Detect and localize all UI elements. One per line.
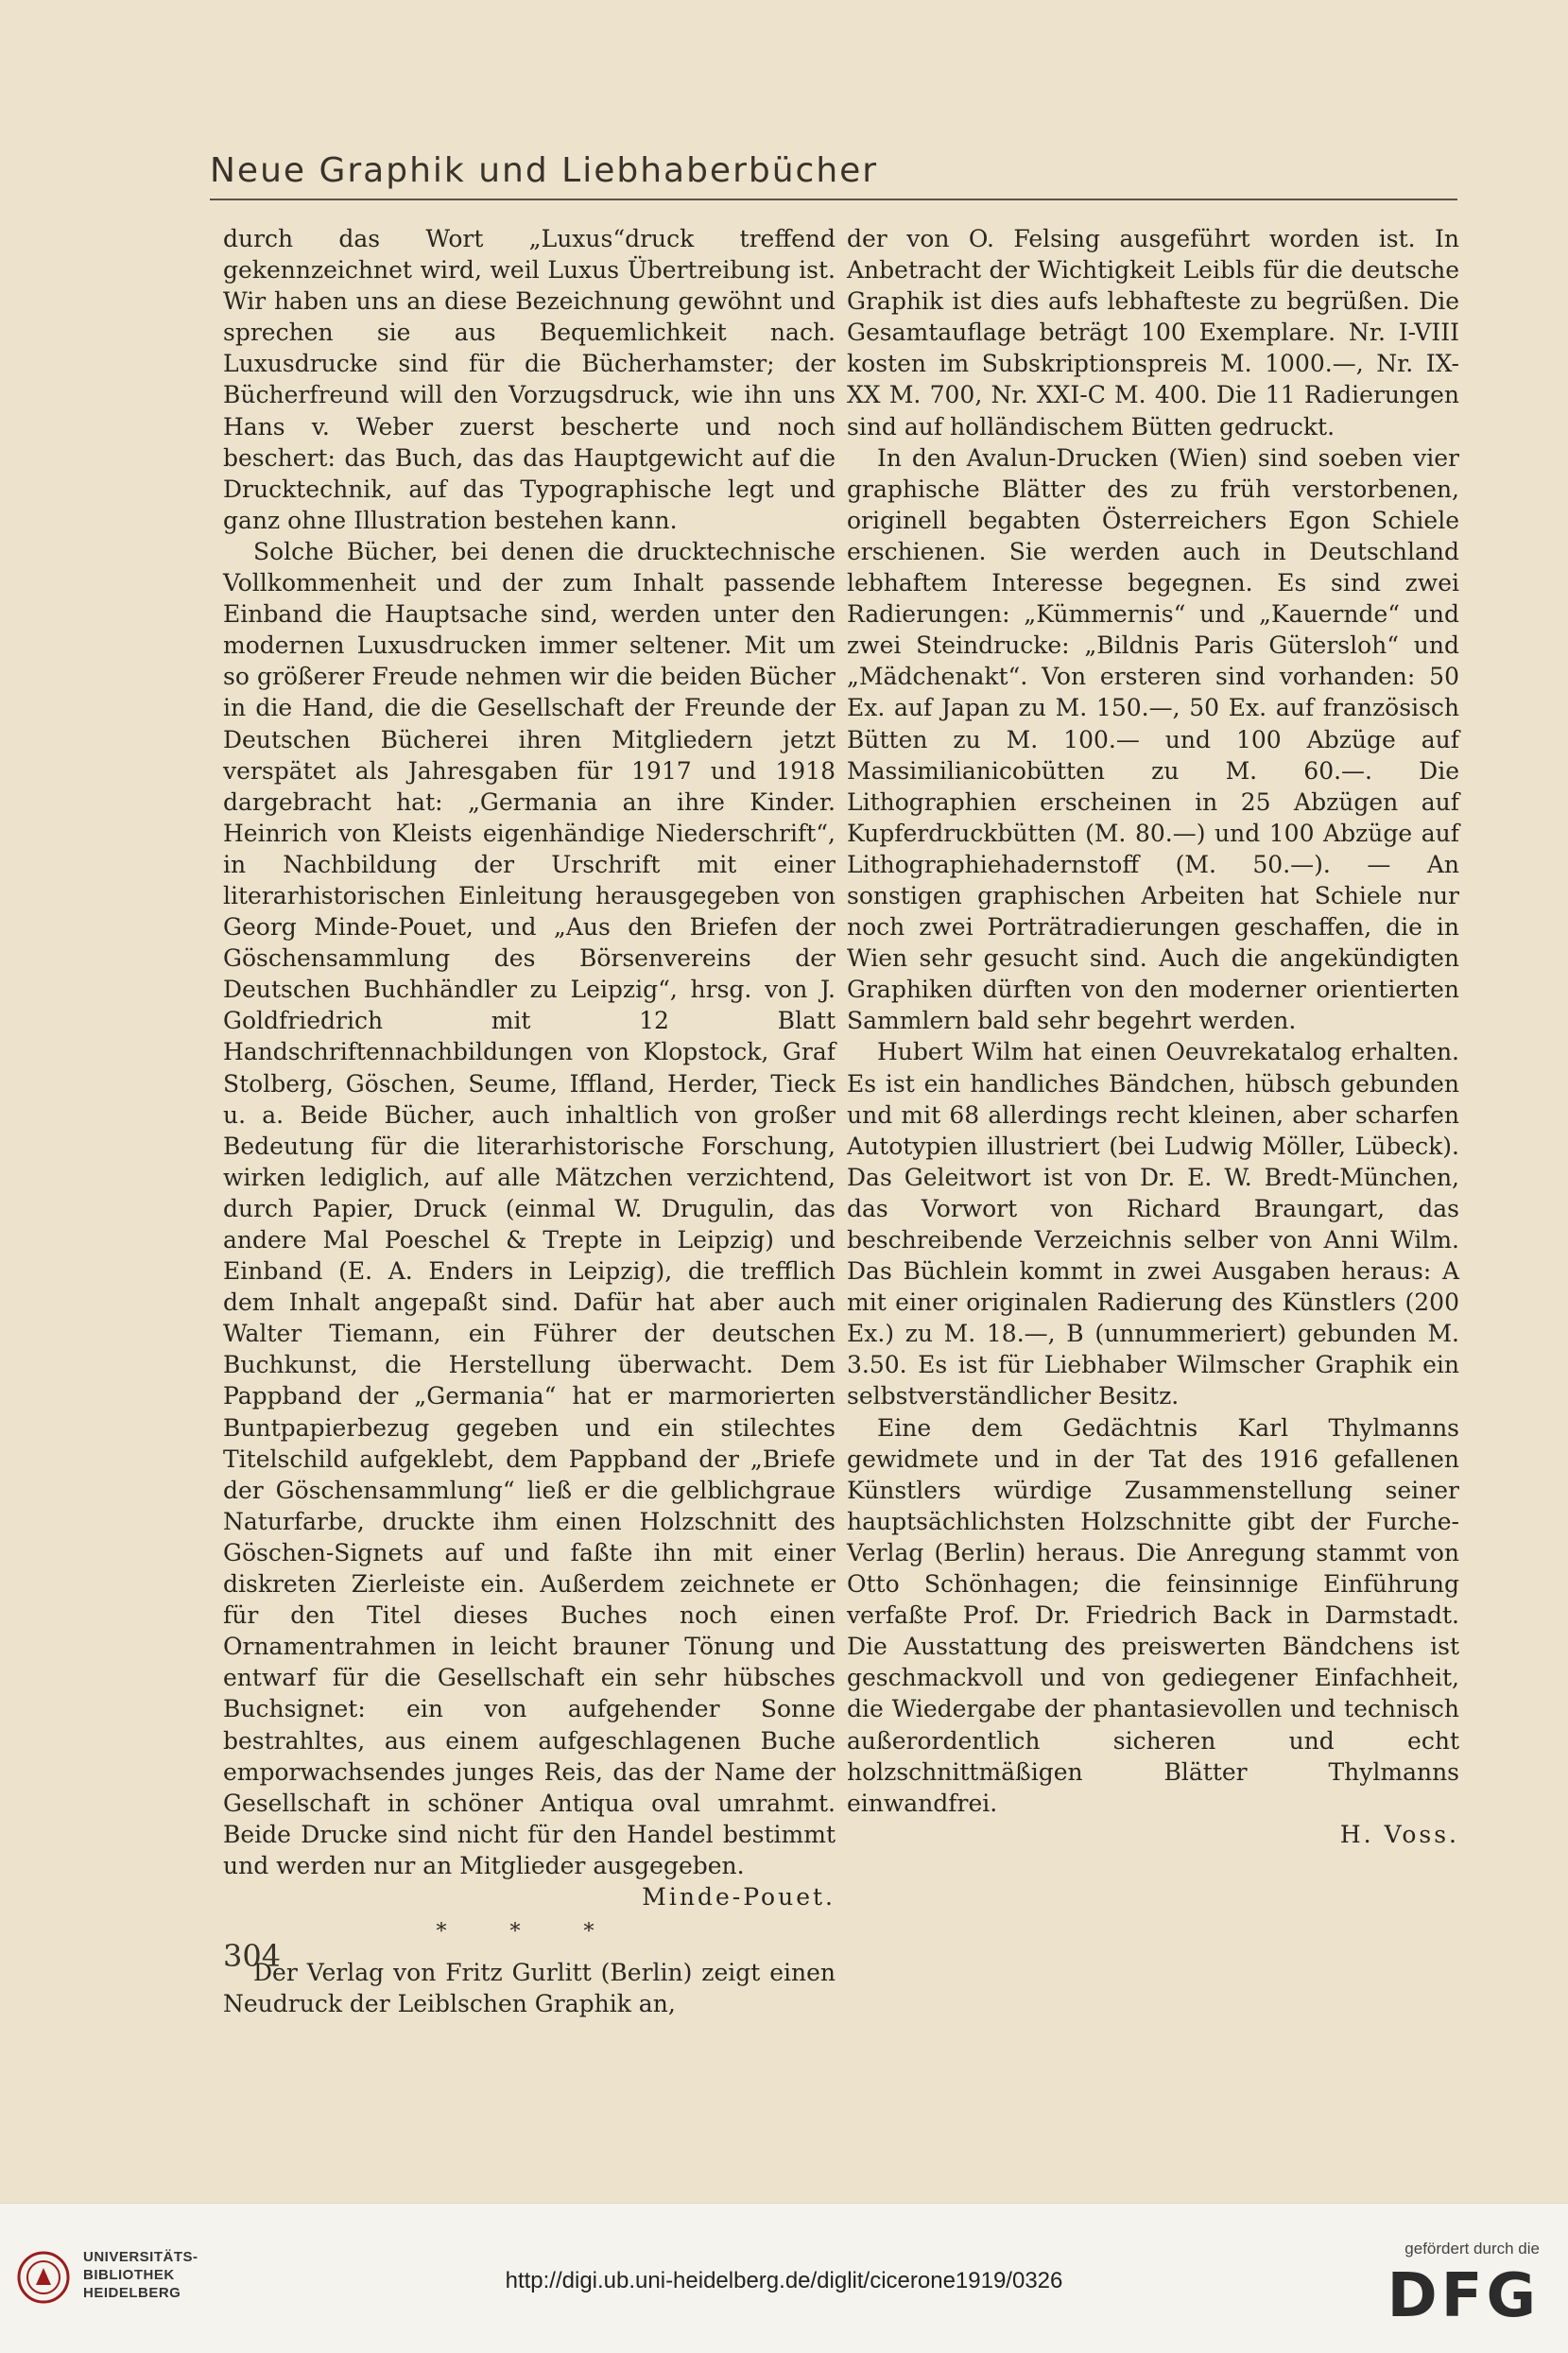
paragraph: Eine dem Gedächtnis Karl Thylmanns gewidmete und in der Tat des 1916 gefallenen Künstlers würdige Zusammenstellung seiner hauptsächlichsten Holzschnitte gibt der Furche-Verlag (Berlin) heraus. Die Anregung stammt von Otto Schönhagen; die feinsinnige Einführung verfaßte Prof. Dr. Friedrich Back in Darmstadt. Die Ausstattung des preiswerten Bändchens ist geschmackvoll und von gediegener Einfachheit, die Wiedergabe der phantasievollen und technisch außerordentlich sicheren und echt holzschnittmäßigen Blätter Thylmanns einwandfrei. [847,1413,1459,1817]
library-name-line: UNIVERSITÄTS- [83,2249,198,2265]
paragraph: Der Verlag von Fritz Gurlitt (Berlin) zeigt einen Neudruck der Leiblschen Graphik an, [223,1959,836,2018]
paragraph: In den Avalun-Drucken (Wien) sind soeben vier graphische Blätter des zu früh verstorbenen, originell begabten Österreichers Egon Schiele erschienen. Sie werden auch in Deutschland lebhaftem Interesse begegnen. Es sind zwei Radierungen: „Kümmernis“ und „Kauernde“ und zwei Steindrucke: „Bildnis Paris Gütersloh“ und „Mädchenakt“. Von ersteren sind vorhanden: 50 Ex. auf Japan zu M. 150.—, 50 Ex. auf französisch Bütten zu M. 100.— und 100 Abzüge auf Massimilianicobütten zu M. 60.—. Die Lithographien erscheinen in 25 Abzügen auf Kupferdruckbütten (M. 80.—) und 100 Abzüge auf Lithographiehadernstoff (M. 50.—). — An sonstigen graphischen Arbeiten hat Schiele nur noch zwei Porträtradierungen geschaffen, die in Wien sehr gesucht sind. Auch die angekündigten Graphiken dürften von den moderner orientierten Sammlern bald sehr begehrt werden. [847,443,1459,1035]
permalink-url[interactable]: http://digi.ub.uni-heidelberg.de/diglit/cicerone1919/0326 [505,2268,1063,2293]
right-column [847,223,1459,1850]
left-column [223,223,836,2019]
digitization-footer [0,2203,1568,2353]
author-signature: Minde-Pouet. [642,1882,836,1911]
paragraph: Solche Bücher, bei denen die drucktechnische Vollkommenheit und der zum Inhalt passende Einband die Hauptsache sind, werden unter den modernen Luxusdrucken immer seltener. Mit um so größerer Freude nehmen wir die beiden Bücher in die Hand, die die Gesellschaft der Freunde der Deutschen Bücherei ihren Mitgliedern jetzt verspätet als Jahresgaben für 1917 und 1918 dargebracht hat: „Germania an ihre Kinder. Heinrich von Kleists eigenhändige Niederschrift“, in Nachbildung der Urschrift mit einer literarhistorischen Einleitung herausgegeben von Georg Minde-Pouet, und „Aus den Briefen der Göschensammlung des Börsenvereins der Deutschen Buchhändler zu Leipzig“, hrsg. von J. Goldfriedrich mit 12 Blatt Handschriftennachbildungen von Klopstock, Graf Stolberg, Göschen, Seume, Iffland, Herder, Tieck u. a. Beide Bücher, auch inhaltlich von großer Bedeutung für die literarhistorische Forschung, wirken lediglich, auf alle Mätzchen verzichtend, durch Papier, Druck (einmal W. Drugulin, das andere Mal Poeschel & Trepte in Leipzig) und Einband (E. A. Enders in Leipzig), die trefflich dem Inhalt angepaßt sind. Dafür hat aber auch Walter Tiemann, ein Führer der deutschen Buchkunst, die Herstellung überwacht. Dem Pappband der „Germania“ hat er marmorierten Buntpapierbezug gegeben und ein stilechtes Titelschild aufgeklebt, dem Pappband der „Briefe der Göschensammlung“ ließ er die gelblichgraue Naturfarbe, druckte ihm einen Holzschnitt des Göschen-Signets auf und faßte ihn mit einer diskreten Zierleiste ein. Außerdem zeichnete er für den Titel dieses Buches noch einen Ornamentrahmen in leicht brauner Tönung und entwarf für die Gesellschaft ein sehr hübsches Buchsignet: ein von aufgehender Sonne bestrahltes, aus einem aufgeschlagenen Buche emporwachsendes junges Reis, das der Name der Gesellschaft in schöner Antiqua oval umrahmt. Beide Drucke sind nicht für den Handel bestimmt und werden nur an Mitglieder ausgegeben. [223,537,836,1879]
running-header: Neue Graphik und Liebhaberbücher [210,151,879,190]
library-name-line: BIBLIOTHEK [83,2267,175,2283]
paragraph: der von O. Felsing ausgeführt worden ist. In Anbetracht der Wichtigkeit Leibls für die deutsche Graphik ist dies aufs lebhafteste zu begrüßen. Die Gesamtauflage beträgt 100 Exemplare. Nr. I-VIII kosten im Subskriptionspreis M. 1000.—, Nr. IX-XX M. 700, Nr. XXI-C M. 400. Die 11 Radierungen sind auf holländischem Bütten gedruckt. [847,225,1459,441]
paragraph: Hubert Wilm hat einen Oeuvrekatalog erhalten. Es ist ein handliches Bändchen, hübsch gebunden und mit 68 allerdings recht kleinen, aber scharfen Autotypien illustriert (bei Ludwig Möller, Lübeck). Das Geleitwort ist von Dr. E. W. Bredt-München, das Vorwort von Richard Braungart, das beschreibende Verzeichnis selber von Anni Wilm. Das Büchlein kommt in zwei Ausgaben heraus: A mit einer originalen Radierung des Künstlers (200 Ex.) zu M. 18.—, B (unnummeriert) gebunden M. 3.50. Es ist für Liebhaber Wilmscher Graphik ein selbstverständlicher Besitz. [847,1038,1459,1410]
paragraph: durch das Wort „Luxus“druck treffend gekennzeichnet wird, weil Luxus Übertreibung ist. Wir haben uns an diese Bezeichnung gewöhnt und sprechen sie aus Bequemlichkeit nach. Luxusdrucke sind für die Bücherhamster; der Bücherfreund will den Vorzugsdruck, wie ihn uns Hans v. Weber zuerst bescherte und noch beschert: das Buch, das das Hauptgewicht auf die Drucktechnik, auf das Typographische legt und ganz ohne Illustration bestehen kann. [223,225,836,534]
funding-label: gefördert durch die [1404,2240,1540,2258]
author-signature: H. Voss. [1339,1820,1459,1848]
dfg-logo: DFG [1387,2261,1540,2331]
library-name-line: HEIDELBERG [83,2285,181,2301]
asterism-divider: * * * [436,1920,623,1945]
header-rule [210,199,1457,200]
page-number: 304 [223,1938,282,1974]
